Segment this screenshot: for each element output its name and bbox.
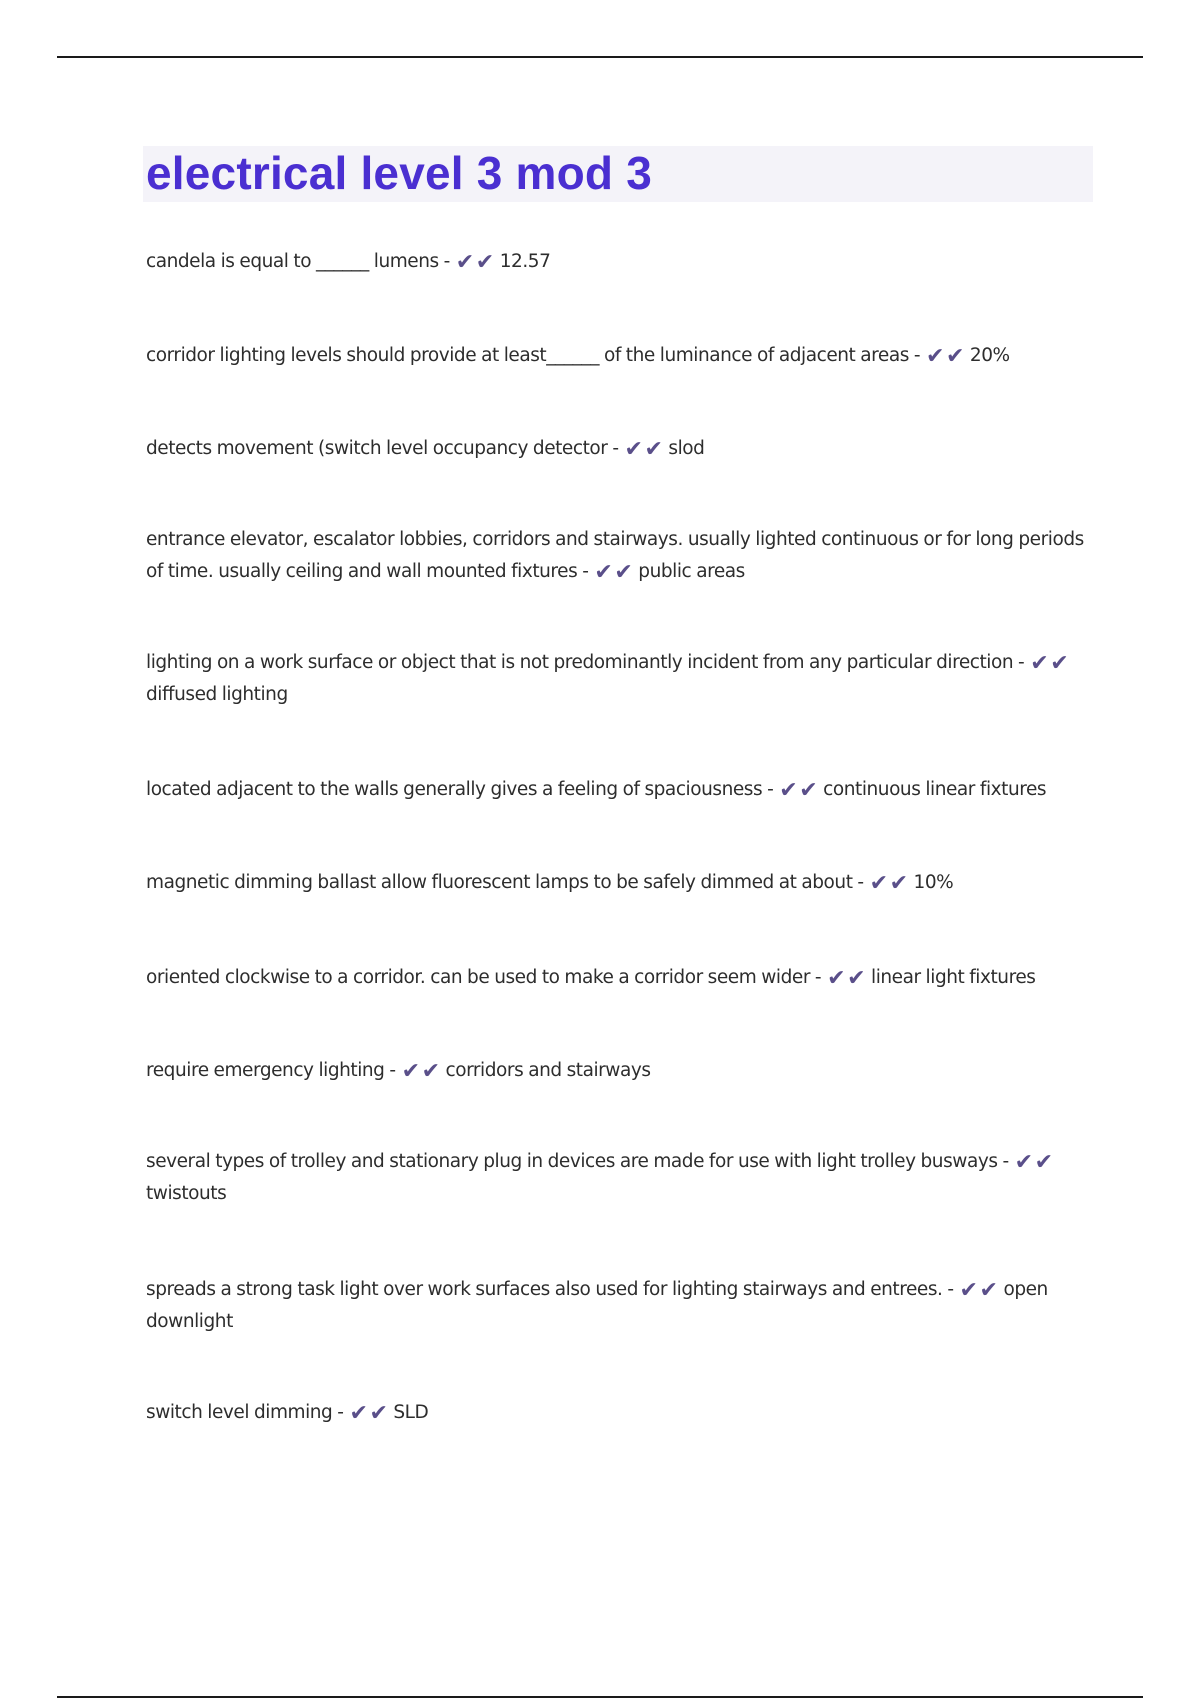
double-check-icon: ✔✔ [1030, 651, 1069, 676]
question-text: several types of trolley and stationary plug in devices are made for use with light trolley busways - [146, 1151, 1009, 1172]
double-check-icon: ✔✔ [401, 1059, 440, 1084]
question-text: switch level dimming - [146, 1402, 344, 1423]
qa-item [146, 962, 1086, 994]
qa-item [146, 1274, 1086, 1338]
double-check-icon: ✔✔ [349, 1401, 388, 1426]
qa-item [146, 524, 1086, 588]
qa-item [146, 1146, 1086, 1210]
answer-text: 10% [913, 872, 954, 893]
qa-item [146, 774, 1086, 806]
qa-item [146, 246, 1086, 278]
qa-item [146, 340, 1086, 372]
qa-item [146, 1055, 1086, 1087]
top-rule [57, 56, 1143, 58]
question-text: located adjacent to the walls generally gives a feeling of spaciousness - [146, 779, 774, 800]
question-text: lighting on a work surface or object that is not predominantly incident from any particular direction - [146, 652, 1025, 673]
double-check-icon: ✔✔ [827, 966, 866, 991]
bottom-rule [57, 1696, 1143, 1698]
answer-text: public areas [638, 561, 745, 582]
page-title: electrical level 3 mod 3 [146, 147, 652, 199]
answer-text: open downlight [146, 1279, 1048, 1332]
answer-text: linear light fixtures [871, 967, 1036, 988]
double-check-icon: ✔✔ [779, 778, 818, 803]
answer-text: diffused lighting [146, 684, 288, 705]
answer-text: 20% [969, 345, 1010, 366]
answer-text: continuous linear fixtures [823, 779, 1047, 800]
qa-item [146, 1397, 1086, 1429]
question-text: require emergency lighting - [146, 1060, 396, 1081]
double-check-icon: ✔✔ [869, 871, 908, 896]
double-check-icon: ✔✔ [926, 344, 964, 369]
double-check-icon: ✔✔ [959, 1278, 998, 1303]
qa-item [146, 647, 1086, 711]
double-check-icon: ✔✔ [455, 250, 494, 275]
double-check-icon: ✔✔ [624, 437, 663, 462]
qa-item [146, 867, 1086, 899]
double-check-icon: ✔✔ [1014, 1150, 1053, 1175]
double-check-icon: ✔✔ [594, 560, 633, 585]
question-text: spreads a strong task light over work surfaces also used for lighting stairways and entrees. - [146, 1279, 954, 1300]
answer-text: 12.57 [499, 251, 551, 272]
qa-item [146, 433, 1086, 465]
question-text: magnetic dimming ballast allow fluorescent lamps to be safely dimmed at about - [146, 872, 864, 893]
question-text: corridor lighting levels should provide at least______ of the luminance of adjacent areas - [146, 345, 921, 366]
answer-text: twistouts [146, 1183, 227, 1204]
question-text: candela is equal to ______ lumens - [146, 251, 450, 272]
question-text: oriented clockwise to a corridor. can be used to make a corridor seem wider - [146, 967, 822, 988]
answer-text: slod [668, 438, 705, 459]
question-text: entrance elevator, escalator lobbies, corridors and stairways. usually lighted continuous or for long periods of time. usually ceiling and wall mounted fixtures - [146, 529, 1084, 582]
question-text: detects movement (switch level occupancy detector - [146, 438, 619, 459]
answer-text: corridors and stairways [445, 1060, 651, 1081]
answer-text: SLD [393, 1402, 429, 1423]
